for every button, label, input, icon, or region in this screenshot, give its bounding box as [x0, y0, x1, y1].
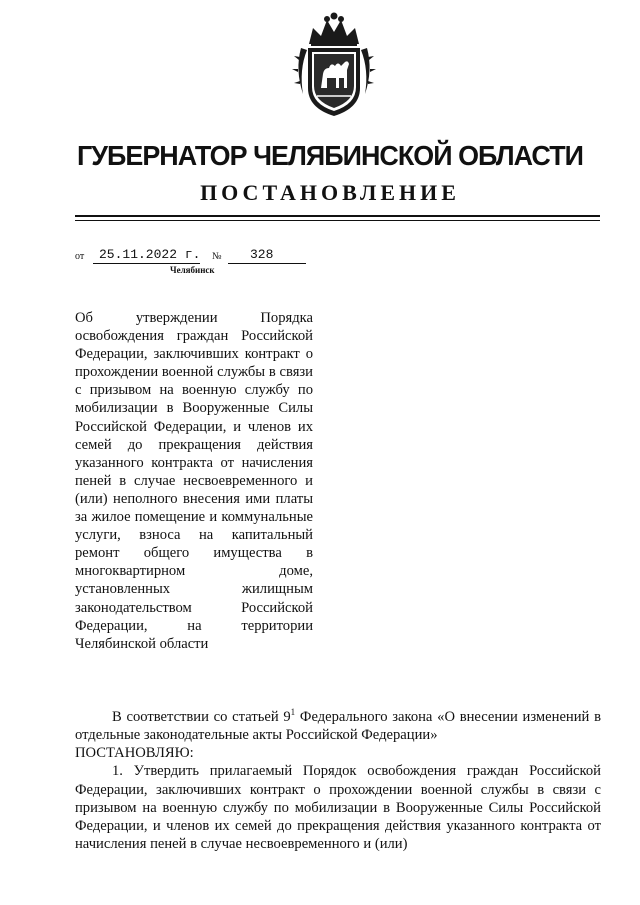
date-underline	[93, 263, 200, 264]
date-prefix: от	[75, 251, 85, 262]
article-superscript: 1	[290, 707, 296, 717]
document-date: 25.11.2022 г.	[99, 247, 201, 262]
issue-city: Челябинск	[170, 265, 215, 275]
header-divider-thin	[75, 220, 600, 221]
governor-title: ГУБЕРНАТОР ЧЕЛЯБИНСКОЙ ОБЛАСТИ	[76, 140, 584, 171]
document-subject: Об утверждении Порядка освобождения граждан Российской Федерации, заключивших контракт о прохождении военной службы в связи с призывом на военную службу по мобилизации в Вооруженные Силы Российской Федерации, и членов их семей до прекращения действия указанного контракта от начисления пеней в случае несвоевременного и (или) неполного внесения ими платы за жилое помещение и коммунальные услуги, взноса на капитальный ремонт общего имущества в многоквартирном доме, установленных жилищным законодательством Российской Федерации, на территории Челябинской области	[75, 310, 313, 652]
number-prefix: №	[212, 251, 222, 262]
document-type-title: ПОСТАНОВЛЕНИЕ	[200, 180, 460, 205]
header-divider-thick	[75, 215, 600, 217]
document-number: 328	[250, 247, 274, 262]
resolve-heading: ПОСТАНОВЛЯЮ:	[75, 745, 194, 762]
number-underline	[228, 263, 306, 264]
intro-paragraph: В соответствии со статьей $9^1$ Федерального закона «О внесении изменений в отдельные законодательные акты Российской Федерации»	[75, 707, 601, 744]
document-body	[75, 703, 601, 853]
item-1-paragraph: 1. Утвердить прилагаемый Порядок освобождения граждан Российской Федерации, заключивших контракт о прохождении военной службы в связи с призывом на военную службу по мобилизации в Вооруженные Силы Российской Федерации, и членов их семей до прекращения действия указанного контракта от начисления пеней в случае несвоевременного и (или)	[75, 763, 601, 853]
coat-of-arms-emblem	[291, 10, 377, 118]
